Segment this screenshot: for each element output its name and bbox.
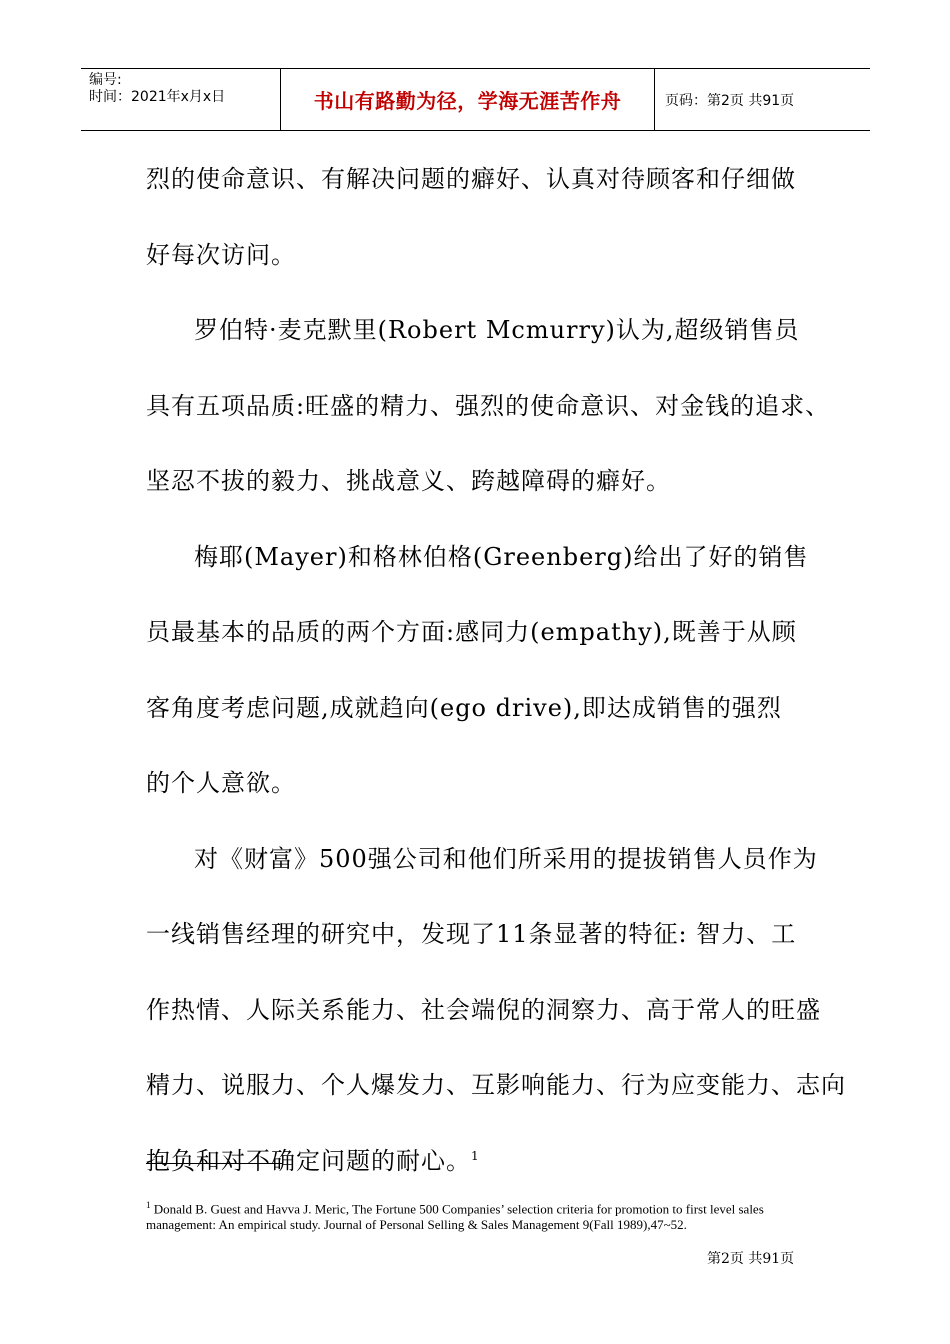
footnote [146,1197,826,1233]
header-meta [81,69,281,130]
body-line-with-footnote [146,1124,826,1200]
body-text [146,142,846,1199]
body-line-text: 抱负和对不确定问题的耐心。 [146,1146,471,1175]
footnote-separator [146,1163,282,1164]
body-line: 一线销售经理的研究中，发现了11条显著的特征: 智力、工 [146,920,797,948]
page-label: 页码：第2页 共91页 [665,92,795,109]
body-line: 梅耶(Mayer)和格林伯格(Greenberg)给出了好的销售 [194,542,809,571]
header-page-cell [655,69,870,130]
body-line: 烈的使命意识、有解决问题的癖好、认真对待顾客和仔细做 [146,165,796,193]
document-header [81,68,870,131]
motto: 书山有路勤为径，学海无涯苦作舟 [313,89,622,113]
time-label: 时间：2021年x月x日 [89,89,226,105]
body-line: 客角度考虑问题,成就趋向(ego drive),即达成销售的强烈 [146,693,782,722]
body-line: 作热情、人际关系能力、社会端倪的洞察力、高于常人的旺盛 [146,995,821,1024]
footnote-reference[interactable]: 1 [471,1148,480,1163]
footnote-text: Donald B. Guest and Havva J. Meric, The Fortune 500 Companies’ selection criteria for promotion to first level sales management: An empirical study. Journal of Personal Selling & Sales Management 9(Fall 1989),47~52. [146,1201,764,1233]
number-label: 编号: [89,72,122,88]
body-line: 员最基本的品质的两个方面:感同力(empathy),既善于从顾 [146,618,797,646]
header-motto-cell [281,69,655,130]
body-line: 的个人意欲。 [146,769,296,797]
body-line: 精力、说服力、个人爆发力、互影响能力、行为应变能力、志向 [146,1071,846,1099]
body-line: 罗伯特·麦克默里(Robert Mcmurry)认为,超级销售员 [194,316,800,344]
body-line: 坚忍不拔的毅力、挑战意义、跨越障碍的癖好。 [146,467,671,495]
page-number-footer: 第2页 共91页 [707,1251,795,1267]
footnote-marker: 1 [146,1200,151,1210]
body-line: 好每次访问。 [146,240,296,269]
body-line: 具有五项品质:旺盛的精力、强烈的使命意识、对金钱的追求、 [146,391,831,420]
body-line: 对《财富》500强公司和他们所采用的提拔销售人员作为 [194,844,818,873]
